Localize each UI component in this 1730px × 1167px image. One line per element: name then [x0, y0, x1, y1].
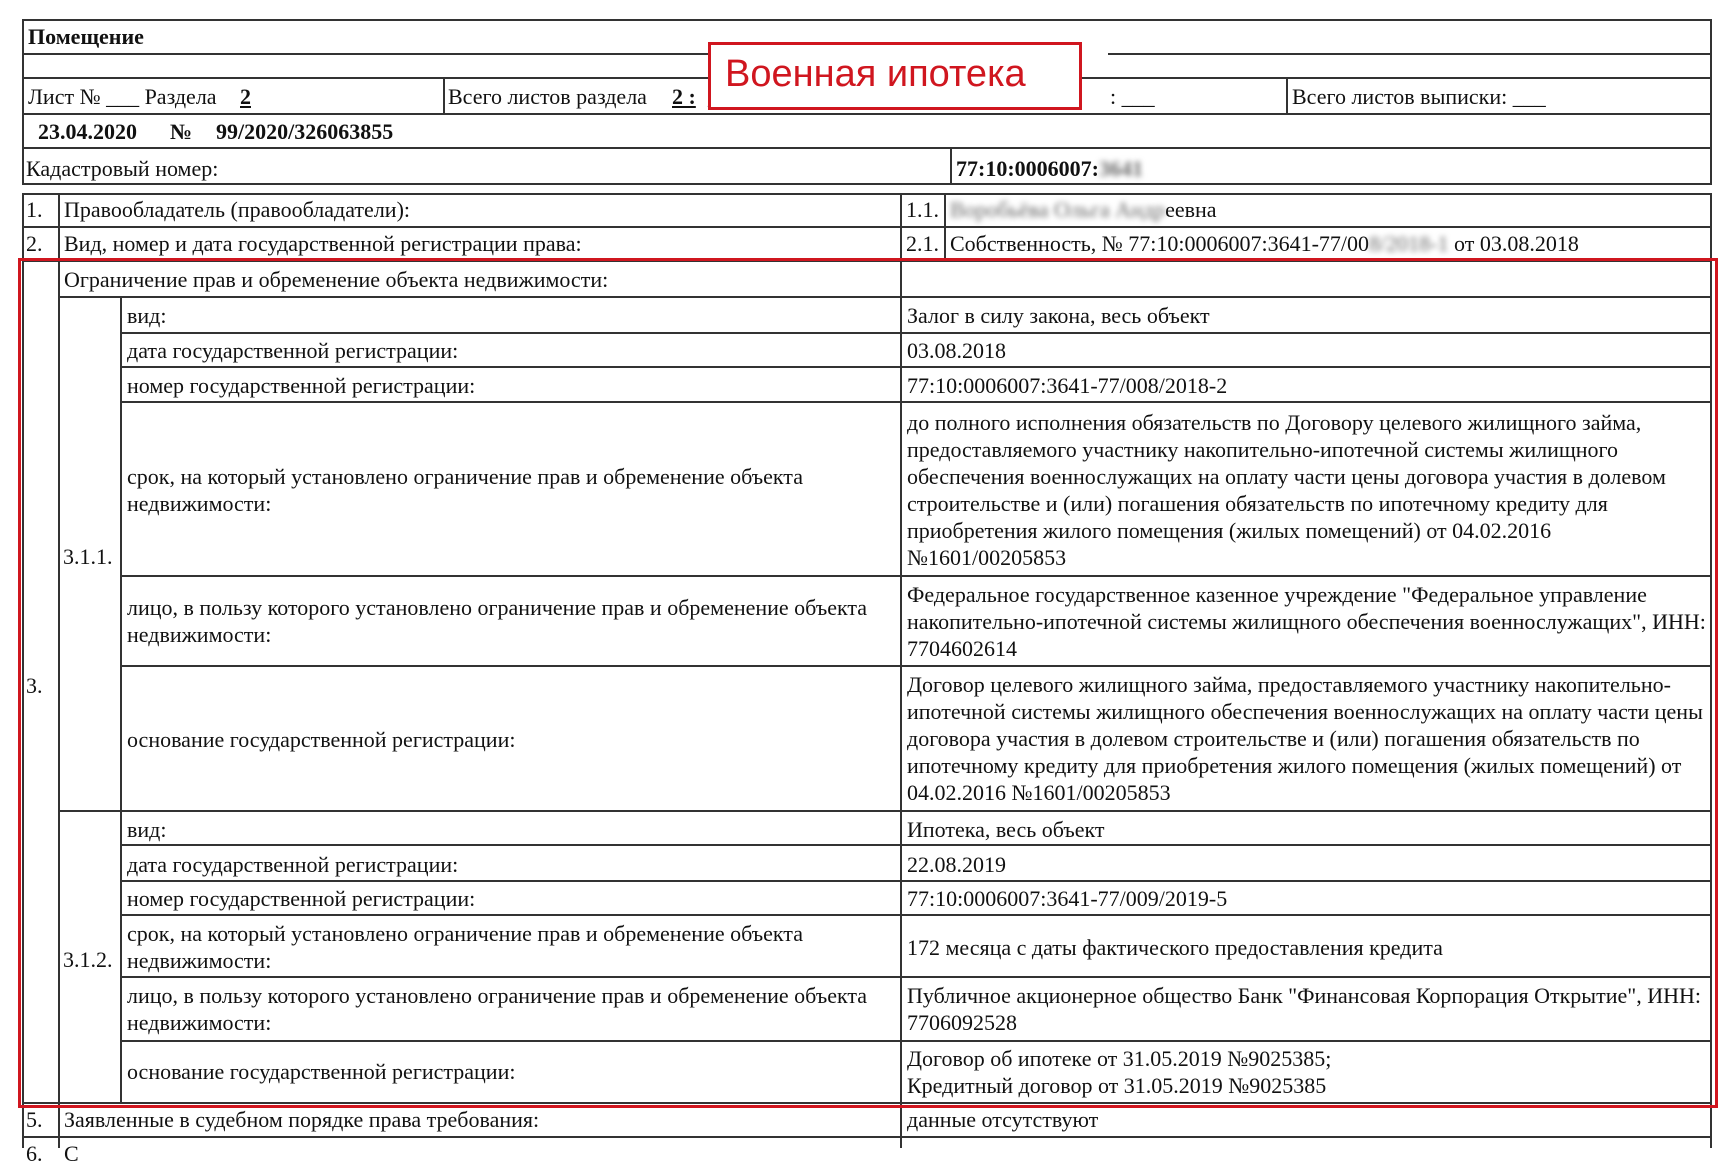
registration-date: 22.08.2019 [907, 852, 1006, 877]
rule [22, 226, 1712, 228]
registration-basis-line-1: Договор об ипотеке от 31.05.2019 №9025385; [907, 1046, 1332, 1071]
encumbrance-term: до полного исполнения обязательств по Договору целевого жилищного займа, предоставляемого участнику накопительно-ипотечной системы жилищного обеспечения военнослужащих на оплату части цены договора участия в долевом строительстве и (или) погашения обязательств по ипотечному кредиту для приобретения жилого помещения (жилых помещений) от 04.02.2016 №1601/00205853 [907, 410, 1666, 570]
rule [22, 193, 1712, 195]
field-label: номер государственной регистрации: [127, 373, 476, 398]
field-label: дата государственной регистрации: [127, 338, 459, 363]
redacted-text: 8/2018-1 [1369, 231, 1449, 256]
encumbrance-type: Залог в силу закона, весь объект [907, 303, 1210, 328]
stamp-label: Военная ипотека [725, 53, 1026, 95]
encumbrance-number: 3.1.1. [63, 544, 113, 569]
rule [1710, 19, 1712, 185]
rule [22, 1136, 1712, 1138]
field-label: лицо, в пользу которого установлено ограничение прав и обременение объекта недвижимости: [127, 595, 868, 647]
cadastral-prefix: 77:10:0006007: [956, 156, 1099, 181]
row-number: 5. [26, 1107, 43, 1132]
field-label: вид: [127, 817, 167, 842]
rule [22, 19, 24, 185]
extract-date: 23.04.2020 [38, 119, 137, 144]
total-section-sheets-value: 2 : [672, 84, 696, 109]
right-registration-label: Вид, номер и дата государственной регистрации права: [64, 231, 582, 256]
sub-number: 1.1. [906, 197, 939, 222]
rule [1286, 77, 1288, 113]
highlight-frame [18, 258, 1718, 1108]
registration-basis-line-2: Кредитный договор от 31.05.2019 №9025385 [907, 1073, 1327, 1098]
field-label: дата государственной регистрации: [127, 852, 459, 877]
cadastral-number-label: Кадастровый номер: [26, 156, 219, 181]
row-number: 3. [26, 673, 43, 698]
cadastral-number-value [956, 155, 1143, 182]
total-extract-sheets: Всего листов выписки: ___ [1292, 84, 1546, 109]
redacted-text: Воробьёва Ольга Андр [950, 197, 1166, 222]
encumbrance-term: 172 месяца с даты фактического предоставления кредита [907, 935, 1443, 960]
rule [22, 53, 712, 55]
rule [950, 147, 952, 183]
sheet-number-label: Лист № ___ Раздела [28, 84, 217, 109]
blank-field: : ___ [1110, 84, 1155, 109]
extract-number: 99/2020/326063855 [216, 119, 394, 144]
rule [443, 77, 445, 113]
registration-number: 77:10:0006007:3641-77/009/2019-5 [907, 886, 1228, 911]
rule [944, 193, 946, 260]
claims-label: Заявленные в судебном порядке права требования: [64, 1107, 540, 1132]
claims-value: данные отсутствуют [907, 1107, 1099, 1132]
right-registration-value [950, 230, 1579, 257]
encumbrance-number: 3.1.2. [63, 947, 113, 972]
sub-number: 2.1. [906, 231, 939, 256]
registration-date: 03.08.2018 [907, 338, 1006, 363]
total-section-sheets-label: Всего листов раздела [448, 84, 647, 109]
row-number: 1. [26, 197, 43, 222]
registration-date: от 03.08.2018 [1454, 231, 1579, 256]
field-label: срок, на который установлено ограничение прав и обременение объекта недвижимости: [127, 921, 803, 973]
military-mortgage-stamp [708, 42, 1082, 110]
rule [22, 183, 1712, 185]
row-number: 6. [26, 1141, 43, 1166]
encumbrance-holder: Публичное акционерное общество Банк "Финансовая Корпорация Открытие", ИНН: 7706092528 [907, 983, 1701, 1035]
registration-prefix: Собственность, № 77:10:0006007:3641-77/00 [950, 231, 1370, 256]
redacted-text: 3641 [1098, 156, 1143, 181]
row-number: 2. [26, 231, 43, 256]
field-label: лицо, в пользу которого установлено ограничение прав и обременение объекта недвижимости: [127, 983, 868, 1035]
rule [22, 19, 1712, 21]
name-suffix: еевна [1165, 197, 1217, 222]
field-label: основание государственной регистрации: [127, 727, 516, 752]
page-title: Помещение [28, 24, 144, 49]
field-label: номер государственной регистрации: [127, 886, 476, 911]
registration-number: 77:10:0006007:3641-77/008/2018-2 [907, 373, 1228, 398]
field-label: срок, на который установлено ограничение прав и обременение объекта недвижимости: [127, 464, 803, 516]
encumbrance-holder: Федеральное государственное казенное учреждение "Федеральное управление накопительно-ипотечной системы жилищного обеспечения военнослужащих", ИНН: 7704602614 [907, 582, 1706, 661]
field-label: вид: [127, 303, 167, 328]
rights-holder-value [950, 196, 1217, 223]
number-label: № [170, 119, 193, 144]
section-number: 2 [240, 84, 251, 109]
rule [22, 113, 1712, 115]
field-label: основание государственной регистрации: [127, 1059, 516, 1084]
encumbrance-label: Ограничение прав и обременение объекта недвижимости: [64, 267, 609, 292]
registration-basis: Договор целевого жилищного займа, предоставляемого участнику накопительно-ипотечной системы жилищного обеспечения военнослужащих на оплату части цены договора участия в долевом строительстве и (или) погашения обязательств по ипотечному кредиту для приобретения жилого помещения (жилых помещений) от 04.02.2016 №1601/00205853 [907, 672, 1703, 805]
rule [1108, 53, 1712, 55]
row-label-truncated: С [64, 1141, 79, 1166]
rule [22, 147, 1712, 149]
rights-holder-label: Правообладатель (правообладатели): [64, 197, 411, 222]
encumbrance-type: Ипотека, весь объект [907, 817, 1105, 842]
